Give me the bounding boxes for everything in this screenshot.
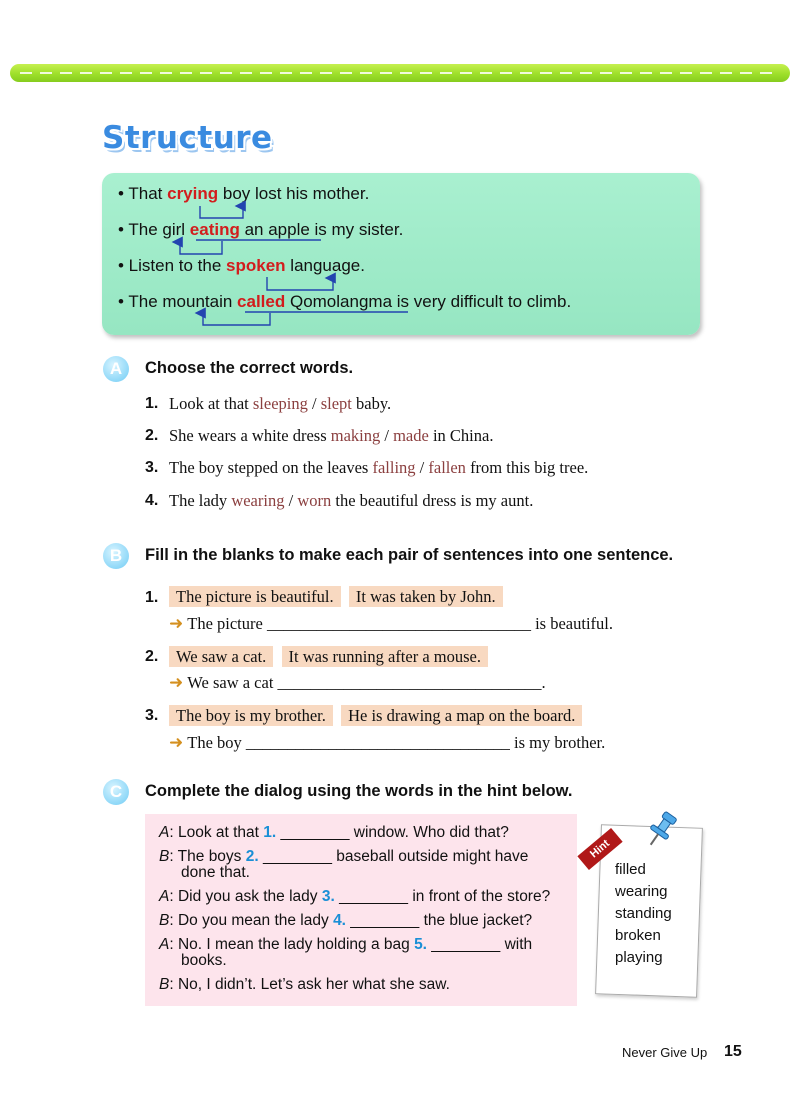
dialog-line-2[interactable]: B: The boys 2. ________ baseball outside might have (159, 848, 529, 865)
option-fallen[interactable]: fallen (428, 458, 466, 477)
option-worn[interactable]: worn (297, 491, 332, 510)
section-b-title: Fill in the blanks to make each pair of sentences into one sentence. (145, 546, 674, 564)
section-b-item-2-answer[interactable]: ➜ We saw a cat ________________________________. (169, 673, 546, 693)
section-c-title: Complete the dialog using the words in the hint below. (145, 782, 573, 800)
section-a-item-2-number: 2. (145, 427, 159, 444)
hint-word-playing: playing (615, 949, 663, 966)
option-wearing[interactable]: wearing (231, 491, 285, 510)
section-b-item-3-answer[interactable]: ➜ The boy ________________________________ is my brother. (169, 733, 606, 753)
option-made[interactable]: made (393, 426, 429, 445)
right-arrow-icon: ➜ (169, 673, 184, 693)
section-b-item-1-number: 1. (145, 589, 159, 606)
section-a-item-4-number: 4. (145, 492, 159, 509)
structure-sentence-2: • The girl eating an apple is my sister. (118, 220, 404, 239)
structure-title: Structure (102, 120, 273, 156)
section-a-item-2: She wears a white dress making / made in China. (169, 426, 494, 445)
structure-sentence-4: • The mountain called Qomolangma is very difficult to climb. (118, 292, 572, 311)
section-b-item-2-number: 2. (145, 648, 159, 665)
hint-label: Hint (577, 828, 622, 870)
dialog-line-5-continued: books. (181, 952, 227, 969)
sentence-box: It was running after a mouse. (282, 646, 488, 667)
section-c-badge: C (103, 779, 129, 805)
section-b-item-3-sentences (169, 706, 582, 726)
dialog-line-6: B: No, I didn’t. Let’s ask her what she saw. (159, 976, 450, 993)
sentence-box: We saw a cat. (169, 646, 273, 667)
page-number: 15 (724, 1043, 742, 1060)
section-a-title: Choose the correct words. (145, 359, 354, 377)
structure-sentence-3: • Listen to the spoken language. (118, 256, 365, 275)
option-falling[interactable]: falling (372, 458, 416, 477)
section-a-item-1: Look at that sleeping / slept baby. (169, 394, 392, 413)
structure-sentence-1: • That crying boy lost his mother. (118, 184, 370, 203)
section-b-item-2-sentences (169, 647, 488, 667)
section-b-item-3-number: 3. (145, 707, 159, 724)
section-a-badge: A (103, 356, 129, 382)
option-sleeping[interactable]: sleeping (252, 394, 308, 413)
section-b-item-1-answer[interactable]: ➜ The picture ________________________________ is beautiful. (169, 614, 613, 634)
option-slept[interactable]: slept (320, 394, 352, 413)
hint-word-filled: filled (615, 861, 646, 878)
dialog-line-2-continued: done that. (181, 864, 250, 881)
dialog-line-4[interactable]: B: Do you mean the lady 4. ________ the blue jacket? (159, 912, 533, 929)
section-a-item-4: The lady wearing / worn the beautiful dress is my aunt. (169, 491, 534, 510)
footer-book-title: Never Give Up (622, 1045, 708, 1060)
section-a-item-3: The boy stepped on the leaves falling / fallen from this big tree. (169, 458, 589, 477)
section-b-item-1-sentences (169, 587, 503, 607)
right-arrow-icon: ➜ (169, 614, 184, 634)
section-a-item-1-number: 1. (145, 395, 159, 412)
dialog-line-1[interactable]: A: Look at that 1. ________ window. Who did that? (159, 824, 509, 841)
right-arrow-icon: ➜ (169, 733, 184, 753)
hint-word-standing: standing (615, 905, 672, 922)
hint-word-broken: broken (615, 927, 661, 944)
section-b-badge: B (103, 543, 129, 569)
option-making[interactable]: making (330, 426, 381, 445)
dialog-line-5[interactable]: A: No. I mean the lady holding a bag 5. ________ with (159, 936, 533, 953)
pushpin-icon (640, 810, 682, 850)
sentence-box: The picture is beautiful. (169, 586, 341, 607)
section-a-item-3-number: 3. (145, 459, 159, 476)
sentence-box: The boy is my brother. (169, 705, 333, 726)
hint-word-wearing: wearing (615, 883, 668, 900)
sentence-box: He is drawing a map on the board. (341, 705, 582, 726)
dialog-line-3[interactable]: A: Did you ask the lady 3. ________ in front of the store? (159, 888, 551, 905)
sentence-box: It was taken by John. (349, 586, 503, 607)
decorative-top-bar (10, 64, 790, 82)
